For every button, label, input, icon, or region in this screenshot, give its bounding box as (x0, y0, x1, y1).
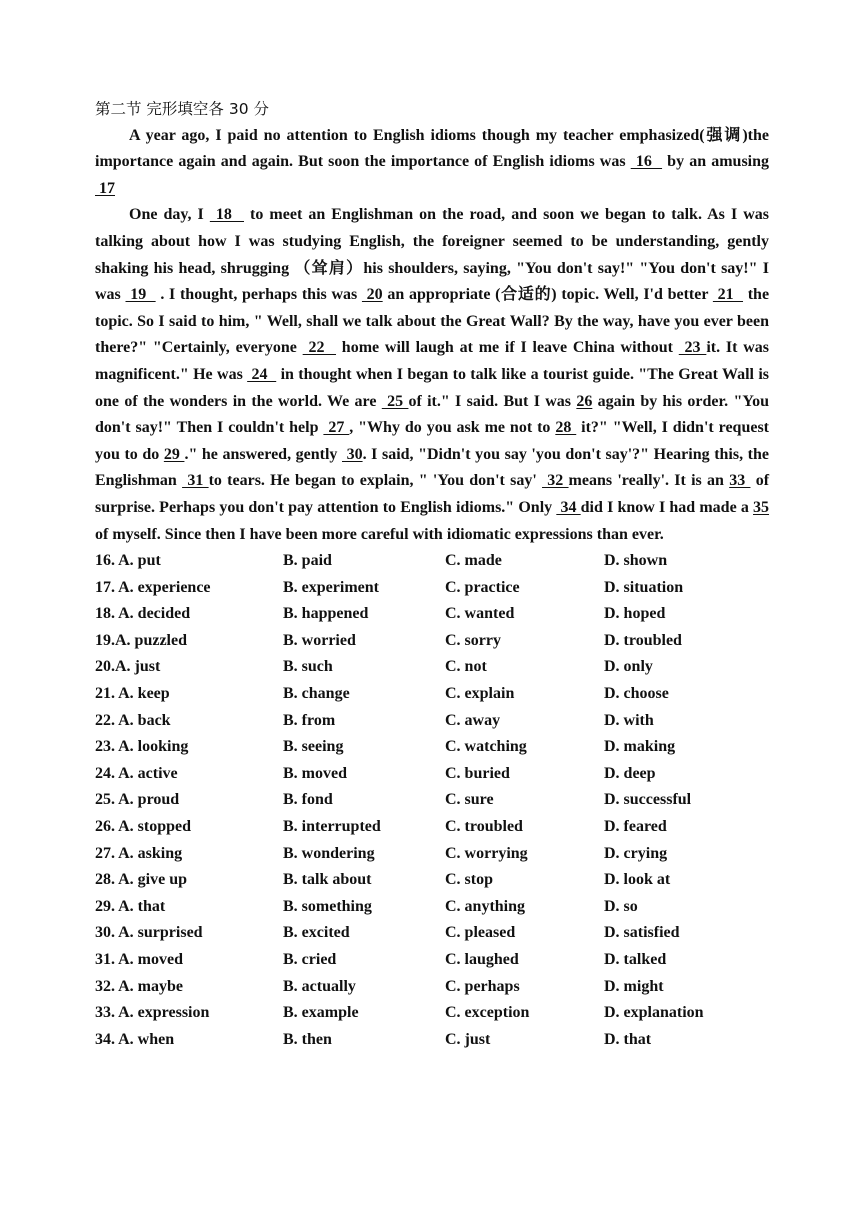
blank: 28 (555, 419, 577, 437)
option-d: D. choose (604, 685, 669, 703)
option-a: 23. A. looking (95, 738, 189, 756)
option-d: D. satisfied (604, 924, 680, 942)
option-d: D. might (604, 977, 664, 995)
blank: 21 (712, 286, 744, 304)
option-b: B. seeing (283, 738, 344, 756)
option-a: 18. A. decided (95, 605, 191, 623)
passage-text: in thought when I began to talk like a tourist guide. "The Great Wall is one of the wonders in the world. We are (95, 365, 770, 410)
option-a: 28. A. give up (95, 871, 188, 889)
blank: 31 (182, 472, 209, 490)
passage-text: ." he answered, gently (184, 445, 342, 463)
passage-paragraph-1 (95, 123, 769, 203)
option-b: B. happened (283, 605, 369, 623)
blank: 35 (753, 498, 770, 516)
option-row (95, 867, 769, 894)
blank: 24 (247, 365, 277, 383)
blank: 19 (125, 286, 156, 304)
option-a: 26. A. stopped (95, 818, 192, 836)
option-c: C. laughed (445, 951, 519, 968)
option-d: D. successful (604, 791, 692, 809)
option-c: C. explain (445, 685, 515, 703)
passage-text: of it." I said. But I was (408, 392, 577, 410)
blank: 33 (729, 472, 751, 490)
passage-text: A year ago, I paid no attention to English idioms though my teacher emphasized(强调)the importance again and again. But soon the importance of English idioms was (95, 126, 769, 171)
option-a: 32. A. maybe (95, 977, 183, 995)
option-c: C. just (445, 1030, 491, 1048)
passage-text: means 'really'. It is an (568, 472, 730, 490)
option-c: C. sure (445, 791, 494, 809)
passage-text: it?" "Well, I didn't request you to do (95, 419, 769, 463)
option-row (95, 628, 769, 655)
option-c: C. pleased (445, 924, 516, 942)
option-d: D. look at (604, 871, 671, 889)
blank-16: 16 (630, 153, 663, 171)
option-a: 25. A. proud (95, 791, 180, 809)
option-b: B. fond (283, 791, 333, 809)
passage-paragraph-2 (95, 202, 769, 548)
option-d: D. troubled (604, 631, 682, 649)
option-d: D. situation (604, 578, 684, 596)
passage-text: to tears. He began to explain, " 'You don't say' (208, 472, 543, 490)
option-a: 22. A. back (95, 711, 171, 729)
option-row (95, 894, 769, 921)
option-row (95, 814, 769, 841)
option-a: 24. A. active (95, 764, 178, 782)
option-b: B. paid (283, 552, 332, 570)
option-b: B. talk about (283, 871, 372, 889)
passage-text: of surprise. Perhaps you don't pay attention to English idioms." Only (95, 472, 770, 516)
option-row (95, 841, 769, 868)
option-b: B. cried (283, 951, 337, 968)
option-b: B. experiment (283, 578, 379, 596)
option-b: B. then (283, 1030, 332, 1048)
option-c: C. worrying (445, 844, 528, 862)
passage-text: of myself. Since then I have been more careful with idiomatic expressions than ever. (95, 525, 664, 543)
passage-text: home will laugh at me if I leave China without (336, 339, 679, 357)
option-a: 21. A. keep (95, 685, 170, 703)
option-row (95, 708, 769, 735)
option-c: C. sorry (445, 631, 501, 649)
option-c: C. not (445, 658, 487, 676)
option-d: D. only (604, 658, 653, 676)
option-row (95, 761, 769, 788)
option-d: D. with (604, 711, 654, 729)
option-a: 27. A. asking (95, 844, 183, 862)
option-c: C. exception (445, 1004, 530, 1022)
passage-text: the topic. So I said to him, " Well, shall we talk about the Great Wall? By the way, have you ever been there?" "Certainly, everyone (95, 286, 770, 357)
section-title: 第二节 完形填空各 30 分 (95, 100, 270, 118)
option-d: D. hoped (604, 605, 666, 623)
option-row (95, 947, 769, 974)
option-a: 34. A. when (95, 1030, 175, 1048)
option-a: 20.A. just (95, 658, 161, 676)
option-d: D. so (604, 897, 638, 915)
passage-text: an appropriate (合适的) topic. Well, I'd better (382, 286, 713, 304)
option-row (95, 548, 769, 575)
blank: 30 (342, 445, 363, 463)
option-d: D. shown (604, 552, 668, 570)
option-c: C. buried (445, 764, 510, 782)
option-d: D. talked (604, 951, 667, 968)
option-b: B. change (283, 685, 350, 703)
option-a: 31. A. moved (95, 951, 183, 968)
option-b: B. excited (283, 924, 350, 942)
option-d: D. feared (604, 818, 667, 836)
option-d: D. crying (604, 844, 668, 862)
answer-options (95, 548, 769, 1053)
blank: 26 (576, 392, 593, 410)
option-b: B. worried (283, 631, 356, 649)
passage-text: One day, I (129, 206, 210, 224)
option-row (95, 601, 769, 628)
blank: 18 (209, 206, 244, 224)
option-c: C. anything (445, 897, 526, 915)
option-c: C. practice (445, 578, 520, 596)
option-a: 16. A. put (95, 552, 161, 570)
option-d: D. explanation (604, 1004, 704, 1022)
passage-text: to meet an Englishman on the road, and soon we began to talk. As I was talking about how I was studying English, the foreigner seemed to be understanding, gently shaking his head, shrugging （耸肩）his shoulders, saying, "You don't say!" "You don't say!" I was (95, 206, 770, 304)
passage-text: by an amusing (662, 153, 770, 171)
blank: 34 (556, 498, 581, 516)
option-c: C. watching (445, 738, 527, 756)
exam-page (95, 96, 769, 1053)
blank: 25 (381, 392, 409, 410)
passage-text: . I thought, perhaps this was (155, 286, 362, 304)
blank: 27 (323, 419, 350, 437)
option-d: D. that (604, 1030, 652, 1048)
option-row (95, 974, 769, 1001)
passage-text: , "Why do you ask me not to (349, 419, 556, 437)
option-c: C. stop (445, 871, 494, 889)
option-c: C. made (445, 552, 502, 570)
option-a: 19.A. puzzled (95, 631, 187, 649)
option-row (95, 681, 769, 708)
option-a: 33. A. expression (95, 1004, 210, 1022)
blank: 23 (678, 339, 707, 357)
option-a: 30. A. surprised (95, 924, 203, 942)
blank: 20 (361, 286, 383, 304)
option-c: C. perhaps (445, 977, 520, 995)
option-b: B. wondering (283, 844, 375, 862)
passage-text: . I said, "Didn't you say 'you don't say'?" Hearing this, the Englishman (95, 445, 769, 490)
blank-17: 17 (95, 179, 115, 197)
option-row (95, 920, 769, 947)
option-a: 17. A. experience (95, 578, 211, 596)
option-row (95, 734, 769, 761)
blank: 29 (163, 445, 185, 463)
option-b: B. from (283, 711, 336, 729)
option-b: B. moved (283, 764, 347, 782)
option-b: B. example (283, 1004, 359, 1022)
option-row (95, 1027, 769, 1054)
blank: 32 (542, 472, 569, 490)
option-row (95, 1000, 769, 1027)
option-b: B. something (283, 897, 372, 915)
option-d: D. making (604, 738, 676, 756)
option-b: B. actually (283, 977, 356, 995)
option-c: C. away (445, 711, 501, 729)
option-row (95, 654, 769, 681)
passage-text: again by his order. "You don't say!" Then I couldn't help (95, 392, 770, 437)
option-a: 29. A. that (95, 897, 166, 915)
option-row (95, 787, 769, 814)
option-row (95, 575, 769, 602)
option-b: B. interrupted (283, 818, 381, 836)
option-d: D. deep (604, 764, 656, 782)
blank: 22 (302, 339, 337, 357)
option-c: C. wanted (445, 605, 515, 623)
option-b: B. such (283, 658, 333, 676)
passage-text: it. It was magnificent." He was (95, 339, 770, 383)
option-c: C. troubled (445, 818, 523, 836)
passage-text: did I know I had made a (580, 498, 754, 516)
